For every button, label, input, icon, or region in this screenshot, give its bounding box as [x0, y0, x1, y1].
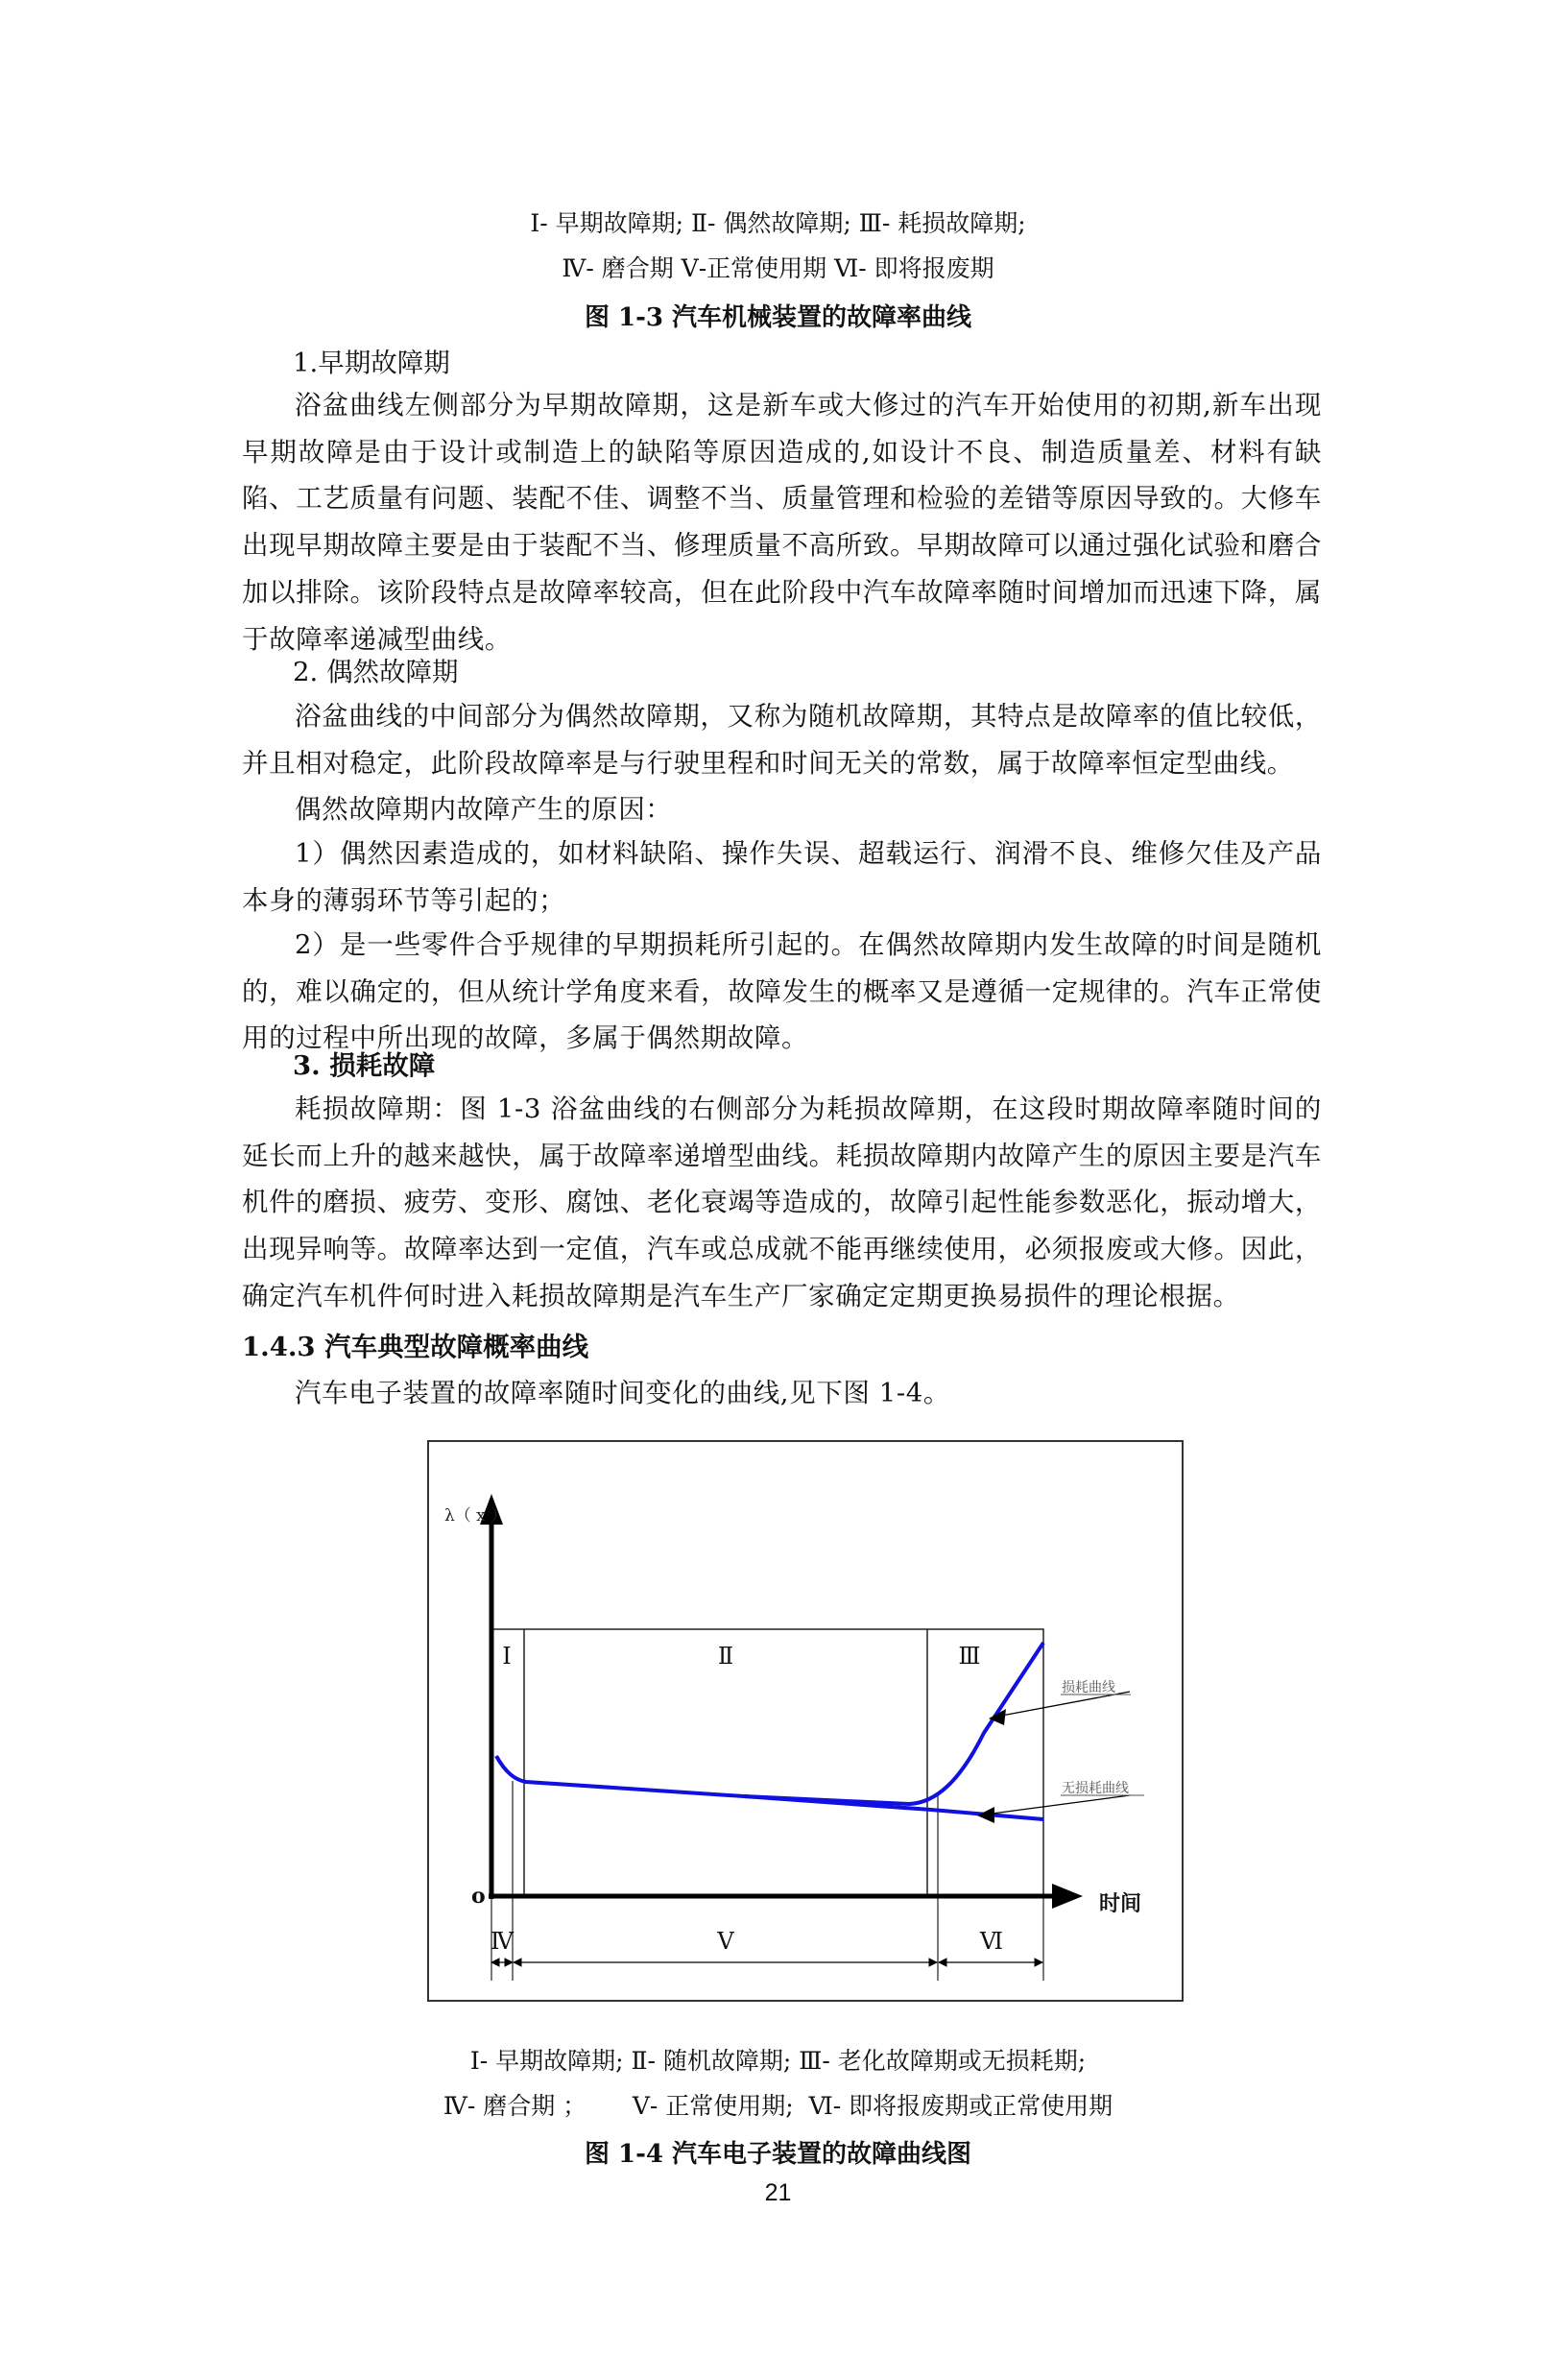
- section-2-cause-1: 1）偶然因素造成的，如材料缺陷、操作失误、超载运行、润滑不良、维修欠佳及产品本身的薄弱环节等引起的；: [242, 838, 1322, 916]
- wear-curve: [744, 1643, 1043, 1804]
- y-axis-label: λ（ x ）: [444, 1506, 508, 1526]
- figure-1-4-legend-line-1: Ⅰ- 早期故障期; Ⅱ- 随机故障期; Ⅲ- 老化故障期或无损耗期;: [469, 2047, 1087, 2075]
- figure-1-4-title: 图 1-4 汽车电子装置的故障曲线图: [584, 2140, 972, 2169]
- no-wear-curve-label: 无损耗曲线: [1062, 1781, 1129, 1796]
- section-2-paragraph: 浴盆曲线的中间部分为偶然故障期，又称为随机故障期，其特点是故障率的值比较低，并且相对稳定，此阶段故障率是与行驶里程和时间无关的常数，属于故障率恒定型曲线。: [242, 701, 1322, 779]
- figure-1-3-title: 图 1-3 汽车机械装置的故障率曲线: [584, 303, 972, 332]
- period-v-label: Ⅴ: [717, 1928, 734, 1955]
- x-axis-arrow-icon: [1052, 1884, 1083, 1909]
- no-wear-curve-pointer-arrow-icon: [977, 1807, 994, 1823]
- no-wear-curve: [496, 1756, 1043, 1819]
- period-iv-label: Ⅳ: [491, 1928, 514, 1955]
- figure-1-3-legend-line-1: Ⅰ- 早期故障期; Ⅱ- 偶然故障期; Ⅲ- 耗损故障期;: [530, 209, 1026, 237]
- page-number: 21: [764, 2179, 792, 2206]
- section-1-4-3-paragraph: 汽车电子装置的故障率随时间变化的曲线,见下图 1-4。: [295, 1378, 950, 1408]
- figure-1-3-legend-line-2: Ⅳ- 磨合期 Ⅴ-正常使用期 Ⅵ- 即将报废期: [562, 254, 994, 282]
- section-2-heading: 2. 偶然故障期: [293, 657, 459, 687]
- region-ii-label: Ⅱ: [717, 1643, 734, 1670]
- section-3-heading: 3. 损耗故障: [293, 1050, 436, 1081]
- section-2-cause-2: 2）是一些零件合乎规律的早期损耗所引起的。在偶然故障期内发生故障的时间是随机的，难以确定的，但从统计学角度来看，故障发生的概率又是遵循一定规律的。汽车正常使用的过程中所出现的故障，多属于偶然期故障。: [242, 929, 1322, 1054]
- wear-curve-label: 损耗曲线: [1062, 1680, 1115, 1695]
- section-1-paragraph: 浴盆曲线左侧部分为早期故障期，这是新车或大修过的汽车开始使用的初期,新车出现早期故障是由于设计或制造上的缺陷等原因造成的,如设计不良、制造质量差、材料有缺陷、工艺质量有问题、装配不佳、调整不当、质量管理和检验的差错等原因导致的。大修车出现早期故障主要是由于装配不当、修理质量不高所致。早期故障可以通过强化试验和磨合加以排除。该阶段特点是故障率较高，但在此阶段中汽车故障率随时间增加而迅速下降，属于故障率递减型曲线。: [242, 390, 1322, 655]
- section-3-paragraph: 耗损故障期：图 1-3 浴盆曲线的右侧部分为耗损故障期，在这段时期故障率随时间的延长而上升的越来越快，属于故障率递增型曲线。耗损故障期内故障产生的原因主要是汽车机件的磨损、疲劳、变形、腐蚀、老化衰竭等造成的，故障引起性能参数恶化，振动增大，出现异响等。故障率达到一定值，汽车或总成就不能再继续使用，必须报废或大修。因此，确定汽车机件何时进入耗损故障期是汽车生产厂家确定定期更换易损件的理论根据。: [242, 1094, 1322, 1311]
- x-axis-label: 时间: [1099, 1891, 1142, 1916]
- figure-1-4-legend-line-2: Ⅳ- 磨合期 ； Ⅴ- 正常使用期; Ⅵ- 即将报废期或正常使用期: [443, 2092, 1113, 2120]
- no-wear-curve-pointer: [985, 1795, 1130, 1815]
- region-i-label: Ⅰ: [502, 1643, 512, 1670]
- figure-frame: [428, 1441, 1183, 2001]
- section-1-4-3-heading: 1.4.3 汽车典型故障概率曲线: [242, 1332, 589, 1362]
- region-iii-label: Ⅲ: [958, 1643, 981, 1670]
- section-1-heading: 1.早期故障期: [293, 348, 450, 378]
- period-vi-label: Ⅵ: [979, 1928, 1004, 1955]
- origin-label: o: [471, 1884, 486, 1909]
- section-2-causes-intro: 偶然故障期内故障产生的原因：: [295, 794, 673, 825]
